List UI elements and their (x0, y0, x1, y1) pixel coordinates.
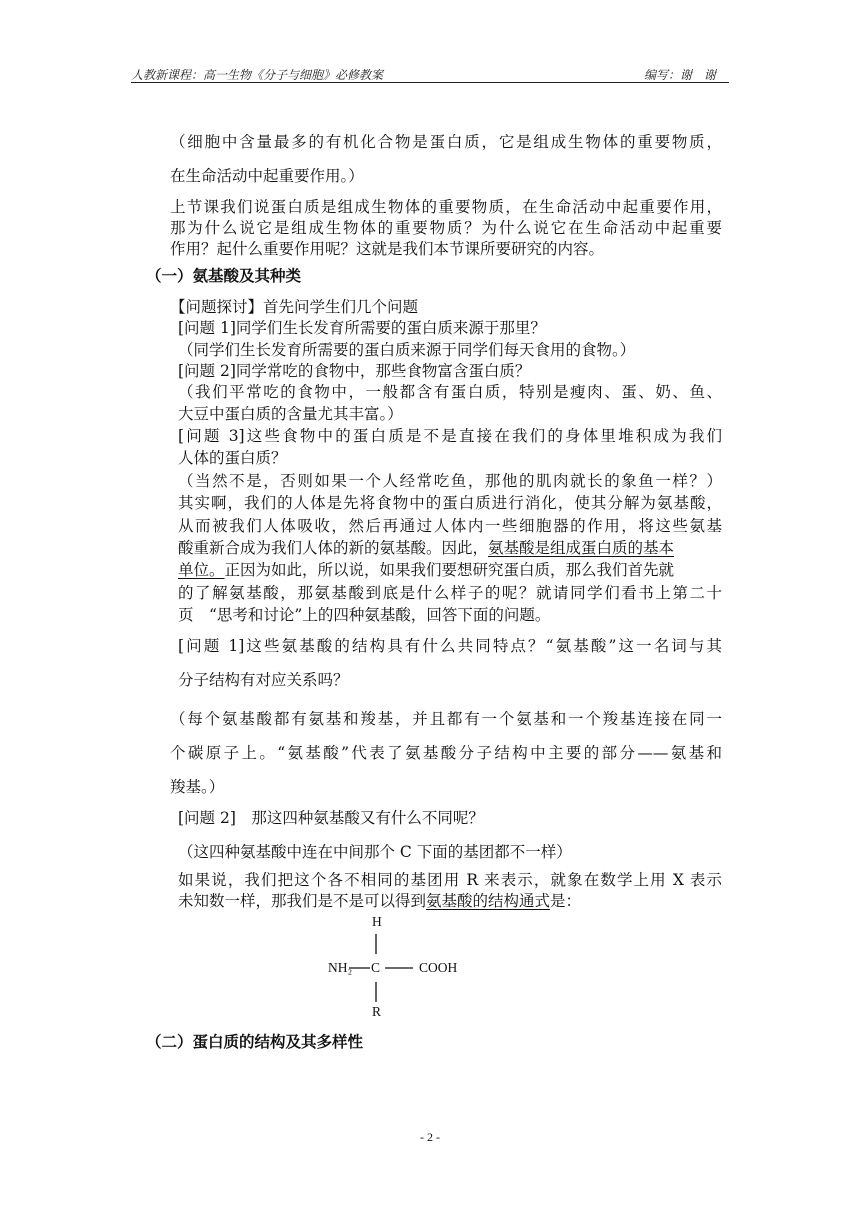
paragraph-line: 【问题探讨】首先问学生们几个问题 (170, 298, 419, 316)
paragraph-line: [问题 3]这些食物中的蛋白质是不是直接在我们的身体里堆积成为我们 (178, 427, 722, 445)
paragraph-line: 大豆中蛋白质的含量尤其丰富。） (178, 405, 403, 423)
text-run: 是： (550, 892, 582, 910)
page-number: - 2 - (420, 1130, 440, 1144)
paragraph-line: 个碳原子上。“氨基酸”代表了氨基酸分子结构中主要的部分——氨基和 (170, 744, 722, 762)
page-header-left: 人教新课程：高一生物《分子与细胞》必修教案 (131, 68, 384, 82)
formula-r: R (372, 1004, 382, 1019)
formula-cooh: COOH (419, 960, 458, 975)
paragraph-line: 的了解氨基酸，那氨基酸到底是什么样子的呢？就请同学们看书上第二十 (178, 584, 722, 602)
paragraph-line: （同学们生长发育所需要的蛋白质来源于同学们每天食用的食物。） (178, 341, 636, 359)
paragraph-line: （细胞中含量最多的有机化合物是蛋白质，它是组成生物体的重要物质， (170, 133, 722, 151)
paragraph-line: （每个氨基酸都有氨基和羧基，并且都有一个氨基和一个羧基连接在同一 (170, 710, 722, 728)
underlined-term: 氨基酸的结构通式 (426, 892, 551, 910)
paragraph-line: [问题 2]同学常吃的食物中，那些食物富含蛋白质？ (178, 362, 531, 380)
paragraph-line: [问题 2] 那这四种氨基酸又有什么不同呢？ (178, 809, 484, 827)
page-header-right: 编写：谢 谢 (644, 68, 717, 82)
paragraph-line: （这四种氨基酸中连在中间那个 C 下面的基团都不一样） (178, 843, 572, 861)
formula-h: H (372, 914, 382, 929)
paragraph-line (178, 560, 674, 580)
paragraph-line: 从而被我们人体吸收，然后再通过人体内一些细胞器的作用，将这些氨基 (178, 517, 722, 535)
paragraph-line: 作用？起什么重要作用呢？这就是我们本节课所要研究的内容。 (170, 240, 605, 258)
paragraph-line: 其实啊，我们的人体是先将食物中的蛋白质进行消化，使其分解为氨基酸， (178, 494, 722, 512)
amino-acid-general-formula (320, 914, 460, 1024)
paragraph-line (178, 538, 674, 558)
paragraph-line: 人体的蛋白质？ (178, 449, 287, 467)
formula-nh2: NH₂ (328, 960, 353, 975)
paragraph-line: 那为什么说它是组成生物体的重要物质？为什么说它在生命活动中起重要 (170, 219, 722, 237)
paragraph-line (178, 891, 581, 911)
text-run: 正因为如此，所以说，如果我们要想研究蛋白质，那么我们首先就 (224, 561, 675, 579)
underlined-term: 单位。 (178, 561, 225, 579)
paragraph-line: [问题 1]这些氨基酸的结构具有什么共同特点？“氨基酸”这一名词与其 (178, 637, 722, 655)
paragraph-line: （当然不是，否则如果一个人经常吃鱼，那他的肌肉就长的象鱼一样？） (178, 472, 722, 490)
section-heading-1: （一）氨基酸及其种类 (146, 267, 302, 285)
paragraph-line: [问题 1]同学们生长发育所需要的蛋白质来源于那里？ (178, 319, 546, 337)
paragraph-line: 分子结构有对应关系吗？ (178, 671, 349, 689)
paragraph-line: 在生命活动中起重要作用。） (170, 167, 364, 185)
text-run: 未知数一样，那我们是不是可以得到 (178, 892, 427, 910)
header-rule (131, 82, 729, 83)
paragraph-line: 如果说，我们把这个各不相同的基团用 R 来表示，就象在数学上用 X 表示 (178, 871, 722, 889)
section-heading-2: （二）蛋白质的结构及其多样性 (146, 1033, 364, 1051)
paragraph-line: 羧基。） (170, 778, 225, 796)
paragraph-line: 上节课我们说蛋白质是组成生物体的重要物质，在生命活动中起重要作用， (170, 198, 722, 216)
text-run: 酸重新合成为我们人体的新的氨基酸。因此， (178, 539, 489, 557)
underlined-term: 氨基酸是组成蛋白质的基本 (488, 539, 675, 557)
formula-c: C (371, 960, 381, 975)
paragraph-line: （我们平常吃的食物中，一般都含有蛋白质，特别是瘦肉、蛋、奶、鱼、 (178, 383, 722, 401)
paragraph-line: 页 “思考和讨论”上的四种氨基酸，回答下面的问题。 (178, 606, 551, 624)
